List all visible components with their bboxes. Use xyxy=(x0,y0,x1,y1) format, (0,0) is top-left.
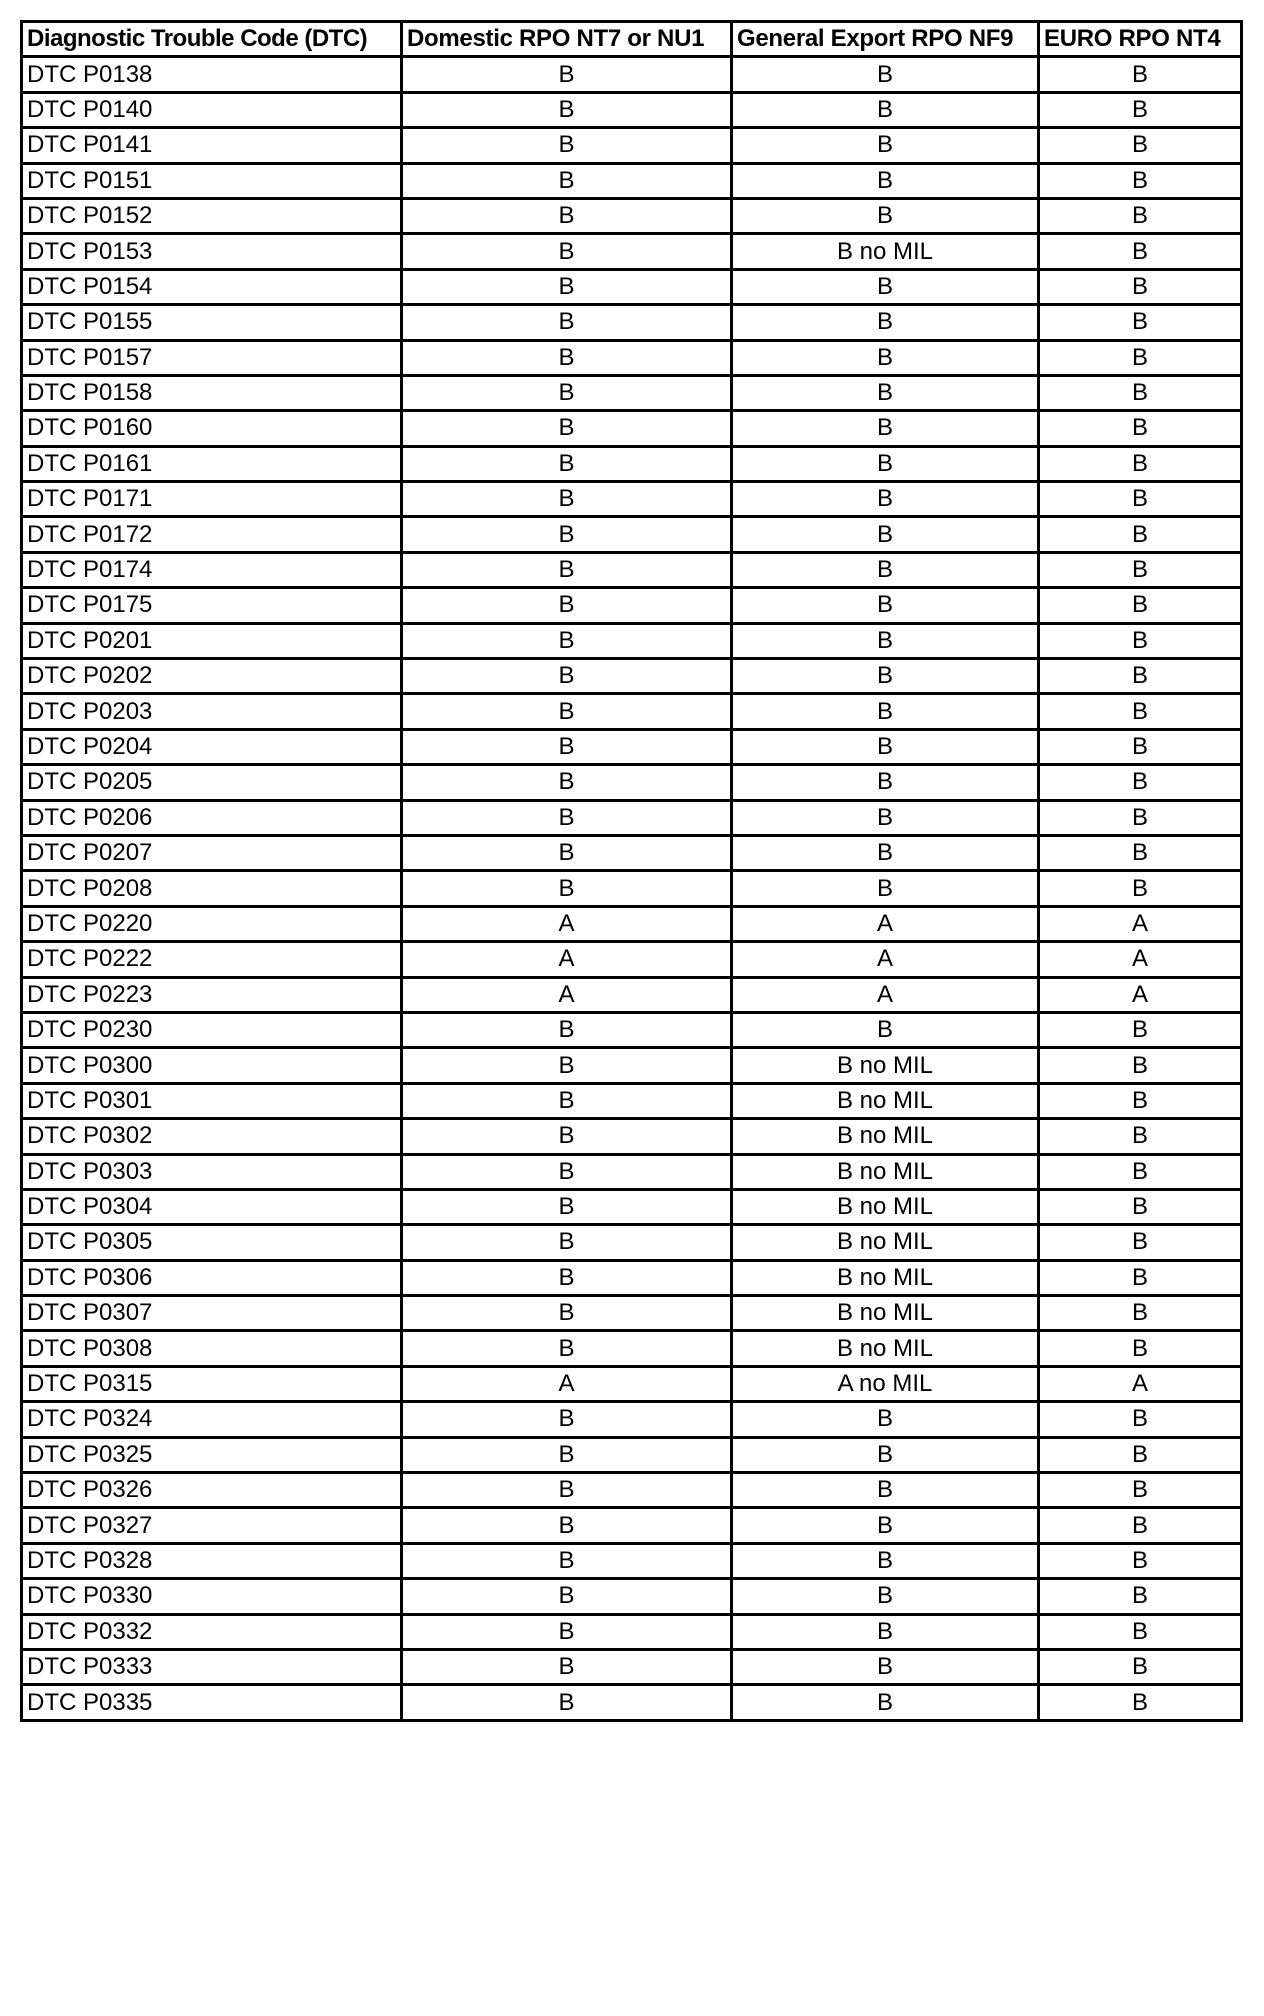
cell-general-export: B xyxy=(732,411,1039,446)
cell-euro: B xyxy=(1039,305,1242,340)
cell-general-export: B xyxy=(732,163,1039,198)
cell-dtc-code: DTC P0303 xyxy=(22,1154,402,1189)
cell-euro: B xyxy=(1039,1331,1242,1366)
cell-domestic: B xyxy=(402,411,732,446)
cell-euro: B xyxy=(1039,1012,1242,1047)
table-row xyxy=(22,871,1242,906)
table-row xyxy=(22,1685,1242,1720)
cell-euro: A xyxy=(1039,942,1242,977)
table-row xyxy=(22,729,1242,764)
cell-euro: B xyxy=(1039,1473,1242,1508)
cell-euro: B xyxy=(1039,57,1242,92)
table-row xyxy=(22,92,1242,127)
table-row xyxy=(22,1508,1242,1543)
cell-domestic: B xyxy=(402,1649,732,1684)
cell-euro: B xyxy=(1039,517,1242,552)
cell-dtc-code: DTC P0326 xyxy=(22,1473,402,1508)
cell-domestic: A xyxy=(402,906,732,941)
table-row xyxy=(22,1260,1242,1295)
cell-general-export: B xyxy=(732,1508,1039,1543)
cell-euro: B xyxy=(1039,1189,1242,1224)
table-row xyxy=(22,1437,1242,1472)
cell-domestic: B xyxy=(402,588,732,623)
cell-dtc-code: DTC P0330 xyxy=(22,1579,402,1614)
cell-general-export: B xyxy=(732,340,1039,375)
cell-dtc-code: DTC P0201 xyxy=(22,623,402,658)
cell-domestic: B xyxy=(402,198,732,233)
cell-euro: B xyxy=(1039,552,1242,587)
cell-euro: A xyxy=(1039,977,1242,1012)
cell-euro: B xyxy=(1039,482,1242,517)
table-row xyxy=(22,340,1242,375)
cell-general-export: B no MIL xyxy=(732,1189,1039,1224)
table-row xyxy=(22,977,1242,1012)
cell-dtc-code: DTC P0315 xyxy=(22,1366,402,1401)
cell-domestic: B xyxy=(402,871,732,906)
table-row xyxy=(22,1331,1242,1366)
cell-dtc-code: DTC P0333 xyxy=(22,1649,402,1684)
table-row xyxy=(22,1649,1242,1684)
header-row xyxy=(22,22,1242,57)
cell-dtc-code: DTC P0307 xyxy=(22,1296,402,1331)
table-row xyxy=(22,234,1242,269)
cell-domestic: B xyxy=(402,1189,732,1224)
cell-general-export: B xyxy=(732,305,1039,340)
cell-general-export: B no MIL xyxy=(732,1296,1039,1331)
cell-domestic: B xyxy=(402,92,732,127)
cell-domestic: B xyxy=(402,128,732,163)
cell-dtc-code: DTC P0141 xyxy=(22,128,402,163)
cell-dtc-code: DTC P0328 xyxy=(22,1543,402,1578)
cell-euro: B xyxy=(1039,729,1242,764)
cell-general-export: A no MIL xyxy=(732,1366,1039,1401)
cell-domestic: B xyxy=(402,1012,732,1047)
cell-general-export: B xyxy=(732,128,1039,163)
cell-general-export: B xyxy=(732,269,1039,304)
cell-domestic: B xyxy=(402,340,732,375)
cell-dtc-code: DTC P0204 xyxy=(22,729,402,764)
cell-general-export: B xyxy=(732,198,1039,233)
cell-general-export: B xyxy=(732,482,1039,517)
table-row xyxy=(22,375,1242,410)
cell-domestic: B xyxy=(402,1083,732,1118)
cell-euro: B xyxy=(1039,694,1242,729)
cell-dtc-code: DTC P0324 xyxy=(22,1402,402,1437)
cell-dtc-code: DTC P0335 xyxy=(22,1685,402,1720)
cell-dtc-code: DTC P0306 xyxy=(22,1260,402,1295)
table-row xyxy=(22,1543,1242,1578)
cell-dtc-code: DTC P0230 xyxy=(22,1012,402,1047)
cell-dtc-code: DTC P0203 xyxy=(22,694,402,729)
cell-domestic: A xyxy=(402,942,732,977)
cell-dtc-code: DTC P0332 xyxy=(22,1614,402,1649)
table-row xyxy=(22,57,1242,92)
cell-euro: B xyxy=(1039,1225,1242,1260)
cell-euro: B xyxy=(1039,588,1242,623)
table-row xyxy=(22,411,1242,446)
table-row xyxy=(22,517,1242,552)
cell-euro: B xyxy=(1039,800,1242,835)
cell-general-export: B xyxy=(732,765,1039,800)
cell-domestic: B xyxy=(402,623,732,658)
cell-dtc-code: DTC P0153 xyxy=(22,234,402,269)
table-row xyxy=(22,694,1242,729)
cell-euro: B xyxy=(1039,234,1242,269)
cell-domestic: B xyxy=(402,1225,732,1260)
cell-dtc-code: DTC P0202 xyxy=(22,659,402,694)
cell-euro: B xyxy=(1039,446,1242,481)
cell-general-export: B no MIL xyxy=(732,1048,1039,1083)
table-row xyxy=(22,659,1242,694)
cell-domestic: A xyxy=(402,1366,732,1401)
cell-dtc-code: DTC P0327 xyxy=(22,1508,402,1543)
cell-euro: B xyxy=(1039,1119,1242,1154)
table-row xyxy=(22,800,1242,835)
cell-general-export: B xyxy=(732,871,1039,906)
table-row xyxy=(22,1083,1242,1118)
table-row xyxy=(22,269,1242,304)
cell-dtc-code: DTC P0305 xyxy=(22,1225,402,1260)
cell-euro: B xyxy=(1039,1260,1242,1295)
header-domestic: Domestic RPO NT7 or NU1 xyxy=(402,22,732,57)
table-row xyxy=(22,1402,1242,1437)
table-row xyxy=(22,198,1242,233)
cell-domestic: B xyxy=(402,1048,732,1083)
cell-dtc-code: DTC P0140 xyxy=(22,92,402,127)
cell-dtc-code: DTC P0171 xyxy=(22,482,402,517)
cell-domestic: B xyxy=(402,482,732,517)
cell-euro: B xyxy=(1039,659,1242,694)
cell-euro: B xyxy=(1039,1685,1242,1720)
table-row xyxy=(22,835,1242,870)
cell-euro: B xyxy=(1039,1649,1242,1684)
cell-euro: B xyxy=(1039,1579,1242,1614)
cell-general-export: B no MIL xyxy=(732,1225,1039,1260)
cell-euro: A xyxy=(1039,906,1242,941)
table-row xyxy=(22,1579,1242,1614)
table-row xyxy=(22,765,1242,800)
cell-dtc-code: DTC P0172 xyxy=(22,517,402,552)
cell-general-export: B xyxy=(732,517,1039,552)
cell-domestic: B xyxy=(402,1508,732,1543)
table-row xyxy=(22,1048,1242,1083)
cell-general-export: B xyxy=(732,57,1039,92)
cell-domestic: B xyxy=(402,729,732,764)
table-row xyxy=(22,1225,1242,1260)
cell-general-export: B xyxy=(732,1685,1039,1720)
table-row xyxy=(22,446,1242,481)
cell-dtc-code: DTC P0160 xyxy=(22,411,402,446)
cell-domestic: B xyxy=(402,552,732,587)
cell-general-export: B no MIL xyxy=(732,1119,1039,1154)
cell-general-export: B xyxy=(732,694,1039,729)
cell-dtc-code: DTC P0138 xyxy=(22,57,402,92)
table-row xyxy=(22,1614,1242,1649)
cell-euro: A xyxy=(1039,1366,1242,1401)
cell-domestic: B xyxy=(402,1119,732,1154)
cell-euro: B xyxy=(1039,128,1242,163)
cell-euro: B xyxy=(1039,411,1242,446)
table-row xyxy=(22,906,1242,941)
cell-dtc-code: DTC P0175 xyxy=(22,588,402,623)
cell-domestic: A xyxy=(402,977,732,1012)
cell-euro: B xyxy=(1039,623,1242,658)
table-row xyxy=(22,942,1242,977)
cell-dtc-code: DTC P0300 xyxy=(22,1048,402,1083)
cell-euro: B xyxy=(1039,1083,1242,1118)
cell-dtc-code: DTC P0302 xyxy=(22,1119,402,1154)
cell-dtc-code: DTC P0152 xyxy=(22,198,402,233)
table-row xyxy=(22,588,1242,623)
cell-dtc-code: DTC P0155 xyxy=(22,305,402,340)
cell-euro: B xyxy=(1039,163,1242,198)
cell-domestic: B xyxy=(402,1402,732,1437)
cell-domestic: B xyxy=(402,1543,732,1578)
table-row xyxy=(22,482,1242,517)
cell-domestic: B xyxy=(402,765,732,800)
cell-domestic: B xyxy=(402,163,732,198)
cell-general-export: B xyxy=(732,623,1039,658)
table-row xyxy=(22,128,1242,163)
cell-domestic: B xyxy=(402,57,732,92)
cell-general-export: B xyxy=(732,588,1039,623)
cell-general-export: B xyxy=(732,92,1039,127)
cell-general-export: B no MIL xyxy=(732,234,1039,269)
cell-euro: B xyxy=(1039,198,1242,233)
cell-general-export: B xyxy=(732,1473,1039,1508)
header-general-export: General Export RPO NF9 xyxy=(732,22,1039,57)
cell-dtc-code: DTC P0206 xyxy=(22,800,402,835)
cell-euro: B xyxy=(1039,1296,1242,1331)
cell-euro: B xyxy=(1039,1402,1242,1437)
cell-dtc-code: DTC P0174 xyxy=(22,552,402,587)
cell-general-export: B xyxy=(732,659,1039,694)
cell-general-export: B xyxy=(732,1012,1039,1047)
cell-domestic: B xyxy=(402,234,732,269)
cell-domestic: B xyxy=(402,1154,732,1189)
cell-general-export: B xyxy=(732,729,1039,764)
cell-euro: B xyxy=(1039,1614,1242,1649)
cell-general-export: B xyxy=(732,1579,1039,1614)
header-dtc: Diagnostic Trouble Code (DTC) xyxy=(22,22,402,57)
cell-euro: B xyxy=(1039,1543,1242,1578)
cell-domestic: B xyxy=(402,694,732,729)
cell-general-export: B xyxy=(732,835,1039,870)
cell-domestic: B xyxy=(402,800,732,835)
cell-domestic: B xyxy=(402,375,732,410)
cell-euro: B xyxy=(1039,871,1242,906)
cell-euro: B xyxy=(1039,1048,1242,1083)
cell-dtc-code: DTC P0205 xyxy=(22,765,402,800)
cell-dtc-code: DTC P0161 xyxy=(22,446,402,481)
cell-general-export: B no MIL xyxy=(732,1331,1039,1366)
cell-general-export: B no MIL xyxy=(732,1154,1039,1189)
cell-domestic: B xyxy=(402,269,732,304)
cell-domestic: B xyxy=(402,1331,732,1366)
table-row xyxy=(22,163,1242,198)
cell-domestic: B xyxy=(402,1685,732,1720)
cell-domestic: B xyxy=(402,1260,732,1295)
cell-domestic: B xyxy=(402,1579,732,1614)
cell-euro: B xyxy=(1039,1437,1242,1472)
cell-domestic: B xyxy=(402,659,732,694)
table-row xyxy=(22,552,1242,587)
cell-general-export: B xyxy=(732,552,1039,587)
cell-dtc-code: DTC P0308 xyxy=(22,1331,402,1366)
cell-domestic: B xyxy=(402,835,732,870)
cell-general-export: A xyxy=(732,942,1039,977)
cell-euro: B xyxy=(1039,269,1242,304)
cell-dtc-code: DTC P0154 xyxy=(22,269,402,304)
cell-euro: B xyxy=(1039,835,1242,870)
cell-dtc-code: DTC P0301 xyxy=(22,1083,402,1118)
cell-general-export: B no MIL xyxy=(732,1260,1039,1295)
cell-domestic: B xyxy=(402,1614,732,1649)
cell-domestic: B xyxy=(402,1296,732,1331)
cell-general-export: B xyxy=(732,1437,1039,1472)
cell-domestic: B xyxy=(402,446,732,481)
cell-general-export: A xyxy=(732,977,1039,1012)
cell-general-export: A xyxy=(732,906,1039,941)
cell-general-export: B xyxy=(732,800,1039,835)
table-row xyxy=(22,623,1242,658)
cell-euro: B xyxy=(1039,340,1242,375)
table-row xyxy=(22,1119,1242,1154)
cell-euro: B xyxy=(1039,92,1242,127)
cell-domestic: B xyxy=(402,1437,732,1472)
cell-euro: B xyxy=(1039,375,1242,410)
cell-general-export: B xyxy=(732,375,1039,410)
cell-dtc-code: DTC P0304 xyxy=(22,1189,402,1224)
cell-general-export: B xyxy=(732,1614,1039,1649)
cell-general-export: B xyxy=(732,1543,1039,1578)
cell-dtc-code: DTC P0151 xyxy=(22,163,402,198)
cell-domestic: B xyxy=(402,517,732,552)
cell-general-export: B xyxy=(732,1402,1039,1437)
table-row xyxy=(22,1154,1242,1189)
cell-dtc-code: DTC P0220 xyxy=(22,906,402,941)
cell-general-export: B no MIL xyxy=(732,1083,1039,1118)
cell-domestic: B xyxy=(402,1473,732,1508)
table-row xyxy=(22,1473,1242,1508)
cell-dtc-code: DTC P0223 xyxy=(22,977,402,1012)
cell-dtc-code: DTC P0208 xyxy=(22,871,402,906)
cell-general-export: B xyxy=(732,1649,1039,1684)
cell-general-export: B xyxy=(732,446,1039,481)
cell-domestic: B xyxy=(402,305,732,340)
cell-dtc-code: DTC P0158 xyxy=(22,375,402,410)
cell-dtc-code: DTC P0207 xyxy=(22,835,402,870)
cell-euro: B xyxy=(1039,1508,1242,1543)
table-row xyxy=(22,305,1242,340)
cell-euro: B xyxy=(1039,765,1242,800)
cell-dtc-code: DTC P0222 xyxy=(22,942,402,977)
cell-euro: B xyxy=(1039,1154,1242,1189)
cell-dtc-code: DTC P0325 xyxy=(22,1437,402,1472)
table-row xyxy=(22,1189,1242,1224)
cell-dtc-code: DTC P0157 xyxy=(22,340,402,375)
table-row xyxy=(22,1366,1242,1401)
dtc-table xyxy=(20,20,1243,1722)
table-row xyxy=(22,1296,1242,1331)
table-row xyxy=(22,1012,1242,1047)
header-euro: EURO RPO NT4 xyxy=(1039,22,1242,57)
